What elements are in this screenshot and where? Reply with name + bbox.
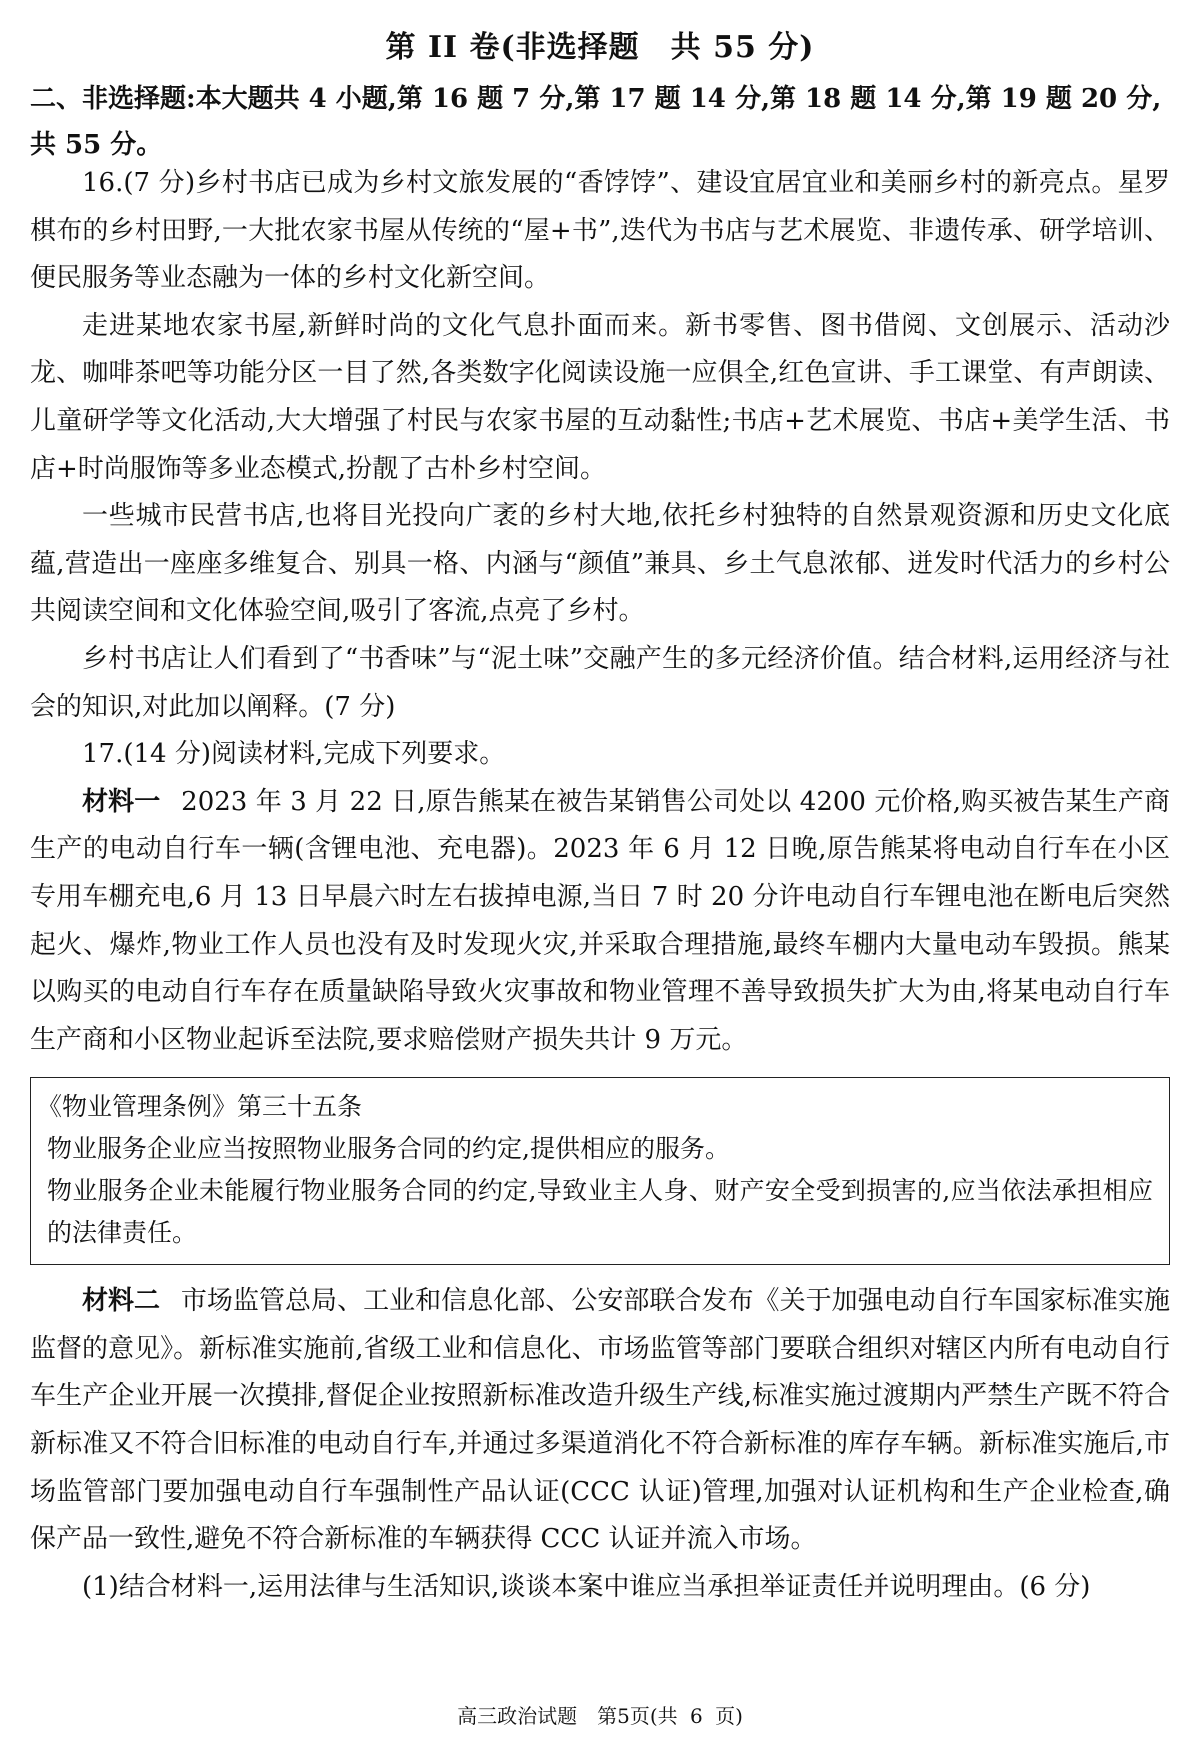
q17-subquestion-1: (1)结合材料一,运用法律与生活知识,谈谈本案中谁应当承担举证责任并说明理由。(6 分) (82, 1571, 1091, 1602)
section-title: 第 II 卷(非选择题 共 55 分) (385, 30, 815, 65)
q16-paragraph-1: 16.(7 分)乡村书店已成为乡村文旅发展的“香饽饽”、建设宜居宜业和美丽乡村的新亮点。星罗棋布的乡村田野,一大批农家书屋从传统的“屋+书”,迭代为书店与艺术展览、非遗传承、研学培训、便民服务等业态融为一体的乡村文化新空间。 (30, 168, 1170, 294)
material-1-text: 2023 年 3 月 22 日,原告熊某在被告某销售公司处以 4200 元价格,购买被告某生产商生产的电动自行车一辆(含锂电池、充电器)。2023 年 6 月 12 日晚,原告熊某将电动自行车在小区专用车棚充电,6 月 13 日早晨六时左右拔掉电源,当日 7 时 20 分许电动自行车锂电池在断电后突然起火、爆炸,物业工作人员也没有及时发现火灾,并采取合理措施,最终车棚内大量电动车毁损。熊某以购买的电动自行车存在质量缺陷导致火灾事故和物业管理不善导致损失扩大为由,将某电动自行车生产商和小区物业起诉至法院,要求赔偿财产损失共计 9 万元。 (30, 786, 1170, 1055)
question-body (30, 160, 1170, 1611)
q17-intro: 17.(14 分)阅读材料,完成下列要求。 (82, 739, 506, 770)
regulation-box (30, 1077, 1170, 1265)
q16-paragraph-3: 一些城市民营书店,也将目光投向广袤的乡村大地,依托乡村独特的自然景观资源和历史文化底蕴,营造出一座座多维复合、别具一格、内涵与“颜值”兼具、乡土气息浓郁、迸发时代活力的乡村公共阅读空间和文化体验空间,吸引了客流,点亮了乡村。 (30, 501, 1170, 627)
material-2-label: 材料二 (82, 1286, 161, 1317)
q16-paragraph-2: 走进某地农家书屋,新鲜时尚的文化气息扑面而来。新书零售、图书借阅、文创展示、活动沙龙、咖啡茶吧等功能分区一目了然,各类数字化阅读设施一应俱全,红色宣讲、手工课堂、有声朗读、儿童研学等文化活动,大大增强了村民与农家书屋的互动黏性;书店+艺术展览、书店+美学生活、书店+时尚服饰等多业态模式,扮靓了古朴乡村空间。 (30, 310, 1170, 484)
q16-question: 乡村书店让人们看到了“书香味”与“泥土味”交融产生的多元经济价值。结合材料,运用经济与社会的知识,对此加以阐释。(7 分) (30, 643, 1170, 722)
page-footer: 高三政治试题 第5页(共 6 页) (457, 1704, 743, 1728)
regulation-line-2: 物业服务企业未能履行物业服务合同的约定,导致业主人身、财产安全受到损害的,应当依法承担相应的法律责任。 (47, 1176, 1153, 1248)
material-1-label: 材料一 (82, 786, 161, 817)
regulation-title: 《物业管理条例》第三十五条 (37, 1092, 363, 1122)
section-instructions: 二、非选择题:本大题共 4 小题,第 16 题 7 分,第 17 题 14 分,第 18 题 14 分,第 19 题 20 分,共 55 分。 (30, 84, 1162, 160)
material-2-text: 市场监管总局、工业和信息化部、公安部联合发布《关于加强电动自行车国家标准实施监督的意见》。新标准实施前,省级工业和信息化、市场监管等部门要联合组织对辖区内所有电动自行车生产企业开展一次摸排,督促企业按照新标准改造升级生产线,标准实施过渡期内严禁生产既不符合新标准又不符合旧标准的电动自行车,并通过多渠道消化不符合新标准的库存车辆。新标准实施后,市场监管部门要加强电动自行车强制性产品认证(CCC 认证)管理,加强对认证机构和生产企业检查,确保产品一致性,避免不符合新标准的车辆获得 CCC 认证并流入市场。 (30, 1286, 1170, 1555)
q17-material-1 (30, 779, 1170, 1065)
regulation-line-1: 物业服务企业应当按照物业服务合同的约定,提供相应的服务。 (47, 1134, 730, 1164)
q17-material-2 (30, 1278, 1170, 1564)
